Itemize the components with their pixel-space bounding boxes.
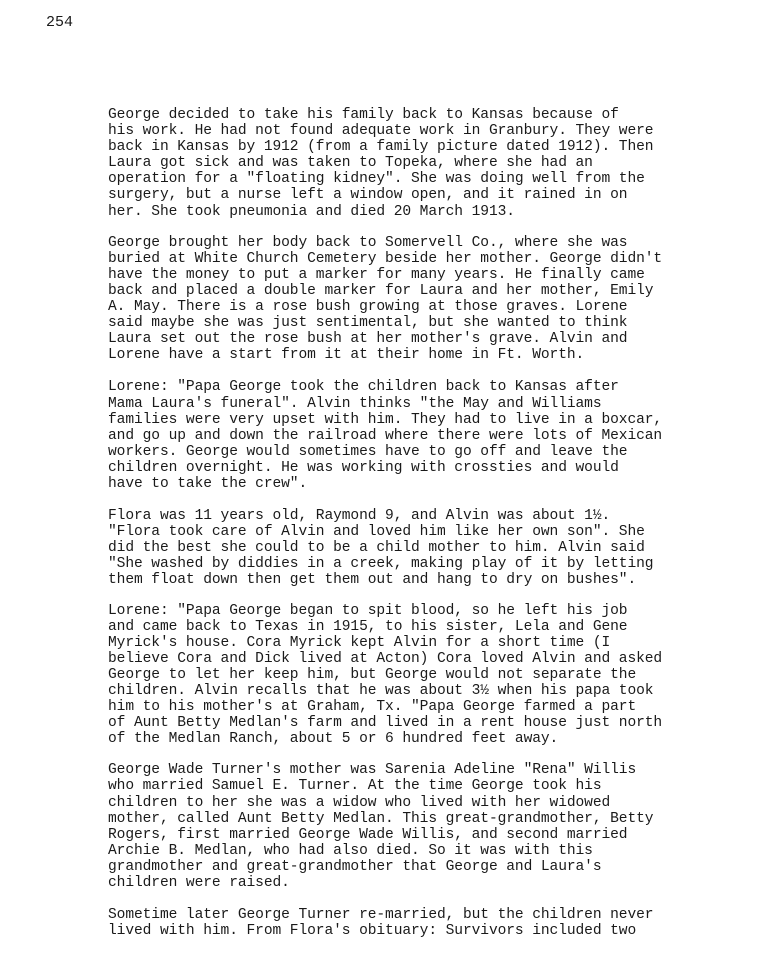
paragraph-remarriage: Sometime later George Turner re-married, but the children never lived with him. From Flora's obituary: Survivors included two — [108, 907, 654, 940]
document-body — [108, 107, 748, 955]
paragraph-burial: George brought her body back to Somervell Co., where she was buried at White Church Cemetery beside her mother. George didn't have the money to put a marker for many years. He finally came back and placed a double marker for Laura and her mother, Emily A. May. There is a rose bush growing at those graves. Lorene said maybe she was just sentimental, but she wanted to think Laura set out the rose bush at her mother's grave. Alvin and Lorene have a start from it at their home in Ft. Worth. — [108, 234, 663, 364]
paragraph-return-to-texas: Lorene: "Papa George began to spit blood, so he left his job and came back to Texas in 1915, to his sister, Lela and Gene Myrick's house. Cora Myrick kept Alvin for a short time (I believe Cora and Dick lived at Acton) Cora loved Alvin and asked George to let her keep him, but George would not separate the children. Alvin recalls that he was about 3½ when his papa took him to his mother's at Graham, Tx. "Papa George farmed a part of Aunt Betty Medlan's farm and lived in a rent house just north of the Medlan Ranch, about 5 or 6 hundred feet away. — [108, 602, 663, 748]
page-number: 254 — [46, 14, 74, 31]
paragraph-boxcar: Lorene: "Papa George took the children back to Kansas after Mama Laura's funeral". Alvin thinks "the May and Williams families were very upset with him. They had to live in a boxcar, and go up and down the railroad where there were lots of Mexican workers. George would sometimes have to go off and leave the children overnight. He was working with crossties and would have to take the crew". — [108, 379, 663, 492]
paragraph-flora: Flora was 11 years old, Raymond 9, and Alvin was about 1½. "Flora took care of Alvin and loved him like her own son". She did the best she could to be a child mother to him. Alvin said "She washed by diddies in a creek, making play of it by letting them float down then get them out and hang to dry on bushes". — [108, 508, 654, 589]
paragraph-move-to-kansas: George decided to take his family back to Kansas because of his work. He had not found adequate work in Granbury. They were back in Kansas by 1912 (from a family picture dated 1912). Then Laura got sick and was taken to Topeka, where she had an operation for a "floating kidney". She was doing well from the surgery, but a nurse left a window open, and it rained in on her. She took pneumonia and died 20 March 1913. — [108, 107, 654, 220]
paragraph-family-history: George Wade Turner's mother was Sarenia Adeline "Rena" Willis who married Samuel E. Turner. At the time George took his children to her she was a widow who lived with her widowed mother, called Aunt Betty Medlan. This great-grandmother, Betty Rogers, first married George Wade Willis, and second married Archie B. Medlan, who had also died. So it was with this grandmother and great-grandmother that George and Laura's children were raised. — [108, 762, 654, 892]
